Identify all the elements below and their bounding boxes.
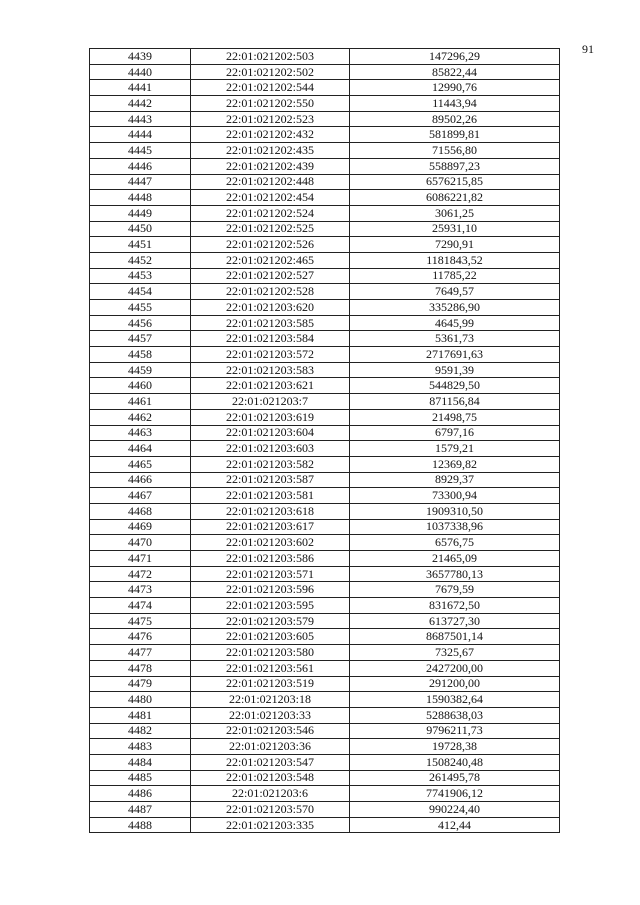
table-row	[90, 707, 560, 723]
table-row	[90, 535, 560, 551]
cadastral-value-cell: 8687501,14	[350, 629, 560, 645]
table-row	[90, 676, 560, 692]
cadastral-value-cell: 4645,99	[350, 315, 560, 331]
cadastral-value-cell: 3061,25	[350, 205, 560, 221]
cadastral-number-cell: 22:01:021202:432	[191, 127, 350, 143]
row-number-cell: 4476	[90, 629, 191, 645]
table-row	[90, 472, 560, 488]
cadastral-number-cell: 22:01:021202:528	[191, 284, 350, 300]
page-number: 91	[582, 42, 594, 56]
cadastral-value-cell: 19728,38	[350, 739, 560, 755]
cadastral-number-cell: 22:01:021203:548	[191, 770, 350, 786]
cadastral-value-cell: 581899,81	[350, 127, 560, 143]
cadastral-number-cell: 22:01:021202:503	[191, 49, 350, 65]
row-number-cell: 4461	[90, 394, 191, 410]
cadastral-value-cell: 990224,40	[350, 802, 560, 818]
row-number-cell: 4458	[90, 347, 191, 363]
cadastral-number-cell: 22:01:021203:571	[191, 566, 350, 582]
cadastral-value-cell: 7649,57	[350, 284, 560, 300]
table-row	[90, 284, 560, 300]
table-row	[90, 582, 560, 598]
table-row	[90, 739, 560, 755]
cadastral-value-cell: 2717691,63	[350, 347, 560, 363]
table-row	[90, 49, 560, 65]
cadastral-value-cell: 7679,59	[350, 582, 560, 598]
cadastral-number-cell: 22:01:021202:465	[191, 252, 350, 268]
row-number-cell: 4459	[90, 362, 191, 378]
cadastral-value-cell: 7741906,12	[350, 786, 560, 802]
cadastral-value-cell: 291200,00	[350, 676, 560, 692]
cadastral-value-cell: 21465,09	[350, 551, 560, 567]
cadastral-value-cell: 558897,23	[350, 158, 560, 174]
cadastral-number-cell: 22:01:021203:621	[191, 378, 350, 394]
table-row	[90, 315, 560, 331]
table-row	[90, 300, 560, 316]
cadastral-number-cell: 22:01:021203:603	[191, 441, 350, 457]
table-row	[90, 347, 560, 363]
table-row	[90, 519, 560, 535]
row-number-cell: 4480	[90, 692, 191, 708]
cadastral-number-cell: 22:01:021203:602	[191, 535, 350, 551]
cadastral-value-cell: 831672,50	[350, 598, 560, 614]
row-number-cell: 4441	[90, 80, 191, 96]
table-row	[90, 425, 560, 441]
row-number-cell: 4449	[90, 205, 191, 221]
cadastral-value-cell: 25931,10	[350, 221, 560, 237]
table-row	[90, 488, 560, 504]
table-row	[90, 645, 560, 661]
table-row	[90, 190, 560, 206]
row-number-cell: 4483	[90, 739, 191, 755]
table-row	[90, 127, 560, 143]
cadastral-value-cell: 12990,76	[350, 80, 560, 96]
cadastral-number-cell: 22:01:021203:18	[191, 692, 350, 708]
table-row	[90, 692, 560, 708]
row-number-cell: 4478	[90, 660, 191, 676]
cadastral-value-cell: 89502,26	[350, 111, 560, 127]
row-number-cell: 4447	[90, 174, 191, 190]
table-row	[90, 566, 560, 582]
cadastral-value-cell: 1037338,96	[350, 519, 560, 535]
cadastral-number-cell: 22:01:021203:579	[191, 613, 350, 629]
row-number-cell: 4442	[90, 96, 191, 112]
cadastral-value-cell: 261495,78	[350, 770, 560, 786]
cadastral-number-cell: 22:01:021202:524	[191, 205, 350, 221]
cadastral-number-cell: 22:01:021203:6	[191, 786, 350, 802]
table-row	[90, 770, 560, 786]
row-number-cell: 4482	[90, 723, 191, 739]
table-row	[90, 551, 560, 567]
table-body	[90, 49, 560, 833]
table-row	[90, 598, 560, 614]
table-row	[90, 503, 560, 519]
table-row	[90, 378, 560, 394]
table-row	[90, 96, 560, 112]
cadastral-number-cell: 22:01:021202:502	[191, 64, 350, 80]
table-row	[90, 441, 560, 457]
row-number-cell: 4453	[90, 268, 191, 284]
row-number-cell: 4456	[90, 315, 191, 331]
row-number-cell: 4463	[90, 425, 191, 441]
cadastral-value-cell: 7290,91	[350, 237, 560, 253]
cadastral-number-cell: 22:01:021203:519	[191, 676, 350, 692]
row-number-cell: 4451	[90, 237, 191, 253]
row-number-cell: 4452	[90, 252, 191, 268]
table-row	[90, 362, 560, 378]
row-number-cell: 4460	[90, 378, 191, 394]
cadastral-value-cell: 9796211,73	[350, 723, 560, 739]
table-row	[90, 268, 560, 284]
cadastral-number-cell: 22:01:021203:619	[191, 409, 350, 425]
cadastral-number-cell: 22:01:021203:595	[191, 598, 350, 614]
cadastral-number-cell: 22:01:021203:572	[191, 347, 350, 363]
cadastral-value-cell: 1909310,50	[350, 503, 560, 519]
cadastral-number-cell: 22:01:021203:7	[191, 394, 350, 410]
table-row	[90, 409, 560, 425]
cadastral-number-cell: 22:01:021203:335	[191, 817, 350, 833]
cadastral-value-cell: 147296,29	[350, 49, 560, 65]
cadastral-number-cell: 22:01:021203:582	[191, 456, 350, 472]
cadastral-number-cell: 22:01:021203:583	[191, 362, 350, 378]
cadastral-number-cell: 22:01:021203:36	[191, 739, 350, 755]
table-row	[90, 613, 560, 629]
cadastral-value-cell: 12369,82	[350, 456, 560, 472]
table-row	[90, 252, 560, 268]
row-number-cell: 4457	[90, 331, 191, 347]
table-row	[90, 158, 560, 174]
cadastral-value-cell: 544829,50	[350, 378, 560, 394]
cadastral-value-cell: 2427200,00	[350, 660, 560, 676]
cadastral-number-cell: 22:01:021203:585	[191, 315, 350, 331]
cadastral-number-cell: 22:01:021203:617	[191, 519, 350, 535]
row-number-cell: 4454	[90, 284, 191, 300]
cadastral-number-cell: 22:01:021203:604	[191, 425, 350, 441]
row-number-cell: 4450	[90, 221, 191, 237]
row-number-cell: 4487	[90, 802, 191, 818]
cadastral-value-cell: 85822,44	[350, 64, 560, 80]
row-number-cell: 4443	[90, 111, 191, 127]
cadastral-value-cell: 1181843,52	[350, 252, 560, 268]
table-row	[90, 221, 560, 237]
row-number-cell: 4484	[90, 754, 191, 770]
cadastral-value-cell: 6797,16	[350, 425, 560, 441]
cadastral-number-cell: 22:01:021203:546	[191, 723, 350, 739]
cadastral-value-cell: 871156,84	[350, 394, 560, 410]
cadastral-number-cell: 22:01:021203:33	[191, 707, 350, 723]
cadastral-number-cell: 22:01:021203:547	[191, 754, 350, 770]
row-number-cell: 4462	[90, 409, 191, 425]
row-number-cell: 4481	[90, 707, 191, 723]
row-number-cell: 4448	[90, 190, 191, 206]
cadastral-number-cell: 22:01:021203:605	[191, 629, 350, 645]
table-row	[90, 80, 560, 96]
cadastral-value-cell: 21498,75	[350, 409, 560, 425]
table-row	[90, 456, 560, 472]
row-number-cell: 4470	[90, 535, 191, 551]
cadastral-number-cell: 22:01:021202:435	[191, 143, 350, 159]
row-number-cell: 4469	[90, 519, 191, 535]
table-row	[90, 786, 560, 802]
cadastral-number-cell: 22:01:021202:527	[191, 268, 350, 284]
cadastral-number-cell: 22:01:021202:439	[191, 158, 350, 174]
cadastral-value-cell: 1590382,64	[350, 692, 560, 708]
row-number-cell: 4455	[90, 300, 191, 316]
table-row	[90, 802, 560, 818]
cadastral-value-cell: 11443,94	[350, 96, 560, 112]
cadastral-value-cell: 412,44	[350, 817, 560, 833]
table-row	[90, 754, 560, 770]
table-row	[90, 111, 560, 127]
row-number-cell: 4446	[90, 158, 191, 174]
cadastral-value-cell: 335286,90	[350, 300, 560, 316]
row-number-cell: 4486	[90, 786, 191, 802]
cadastral-value-cell: 11785,22	[350, 268, 560, 284]
table-row	[90, 143, 560, 159]
row-number-cell: 4475	[90, 613, 191, 629]
cadastral-number-cell: 22:01:021202:523	[191, 111, 350, 127]
cadastral-number-cell: 22:01:021203:570	[191, 802, 350, 818]
table-row	[90, 660, 560, 676]
row-number-cell: 4440	[90, 64, 191, 80]
table-row	[90, 394, 560, 410]
cadastral-value-cell: 5361,73	[350, 331, 560, 347]
row-number-cell: 4479	[90, 676, 191, 692]
cadastral-number-cell: 22:01:021202:526	[191, 237, 350, 253]
cadastral-number-cell: 22:01:021202:454	[191, 190, 350, 206]
row-number-cell: 4464	[90, 441, 191, 457]
cadastral-number-cell: 22:01:021203:618	[191, 503, 350, 519]
cadastral-number-cell: 22:01:021203:596	[191, 582, 350, 598]
cadastral-number-cell: 22:01:021203:620	[191, 300, 350, 316]
row-number-cell: 4485	[90, 770, 191, 786]
row-number-cell: 4445	[90, 143, 191, 159]
row-number-cell: 4439	[90, 49, 191, 65]
row-number-cell: 4474	[90, 598, 191, 614]
cadastral-value-cell: 9591,39	[350, 362, 560, 378]
cadastral-value-cell: 7325,67	[350, 645, 560, 661]
table-row	[90, 205, 560, 221]
row-number-cell: 4477	[90, 645, 191, 661]
cadastral-number-cell: 22:01:021202:525	[191, 221, 350, 237]
table-row	[90, 723, 560, 739]
table-row	[90, 331, 560, 347]
cadastral-number-cell: 22:01:021202:544	[191, 80, 350, 96]
cadastral-number-cell: 22:01:021202:550	[191, 96, 350, 112]
cadastral-value-cell: 71556,80	[350, 143, 560, 159]
row-number-cell: 4472	[90, 566, 191, 582]
cadastral-value-cell: 8929,37	[350, 472, 560, 488]
cadastral-number-cell: 22:01:021202:448	[191, 174, 350, 190]
row-number-cell: 4473	[90, 582, 191, 598]
cadastral-value-cell: 1508240,48	[350, 754, 560, 770]
row-number-cell: 4468	[90, 503, 191, 519]
row-number-cell: 4467	[90, 488, 191, 504]
cadastral-value-cell: 1579,21	[350, 441, 560, 457]
cadastral-number-cell: 22:01:021203:580	[191, 645, 350, 661]
row-number-cell: 4471	[90, 551, 191, 567]
cadastral-value-cell: 5288638,03	[350, 707, 560, 723]
cadastral-number-cell: 22:01:021203:581	[191, 488, 350, 504]
cadastral-value-cell: 613727,30	[350, 613, 560, 629]
cadastral-number-cell: 22:01:021203:587	[191, 472, 350, 488]
row-number-cell: 4465	[90, 456, 191, 472]
cadastral-value-cell: 3657780,13	[350, 566, 560, 582]
row-number-cell: 4444	[90, 127, 191, 143]
cadastral-value-cell: 6576215,85	[350, 174, 560, 190]
table-row	[90, 629, 560, 645]
cadastral-value-cell: 6086221,82	[350, 190, 560, 206]
row-number-cell: 4488	[90, 817, 191, 833]
cadastral-number-cell: 22:01:021203:584	[191, 331, 350, 347]
cadastral-number-cell: 22:01:021203:561	[191, 660, 350, 676]
table-row	[90, 174, 560, 190]
cadastral-number-cell: 22:01:021203:586	[191, 551, 350, 567]
cadastral-value-table	[89, 48, 560, 833]
table-row	[90, 817, 560, 833]
table-row	[90, 64, 560, 80]
cadastral-value-cell: 6576,75	[350, 535, 560, 551]
cadastral-value-cell: 73300,94	[350, 488, 560, 504]
table-row	[90, 237, 560, 253]
row-number-cell: 4466	[90, 472, 191, 488]
